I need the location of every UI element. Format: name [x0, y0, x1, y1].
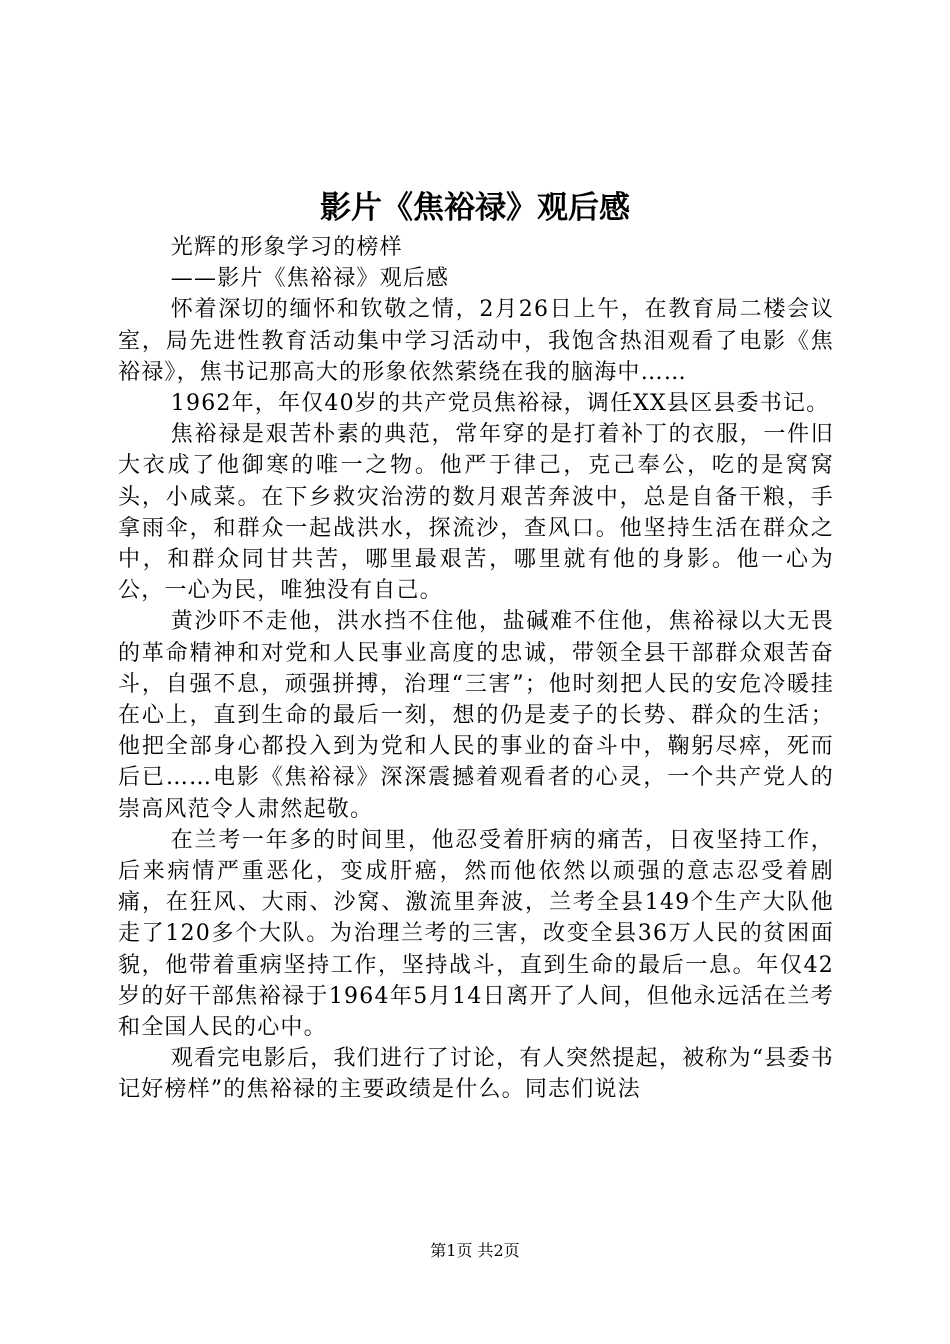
paragraph: 观看完电影后，我们进行了讨论，有人突然提起，被称为“县委书记好榜样”的焦裕禄的主要政绩是什么。同志们说法	[118, 1046, 834, 1103]
paragraph: 在兰考一年多的时间里，他忍受着肝病的痛苦，日夜坚持工作，后来病情严重恶化，变成肝癌，然而他依然以顽强的意志忍受着剧痛，在狂风、大雨、沙窝、激流里奔波，兰考全县149个生产大队他走了120多个大队。为治理兰考的三害，改变全县36万人民的贫困面貌，他带着重病坚持工作，坚持战斗，直到生命的最后一息。年仅42岁的好干部焦裕禄于1964年5月14日离开了人间，但他永远活在兰考和全国人民的心中。	[118, 827, 834, 1041]
paragraph: 焦裕禄是艰苦朴素的典范，常年穿的是打着补丁的衣服，一件旧大衣成了他御寒的唯一之物。他严于律己，克己奉公，吃的是窝窝头，小咸菜。在下乡救灾治涝的数月艰苦奔波中，总是自备干粮，手拿雨伞，和群众一起战洪水，探流沙，查风口。他坚持生活在群众之中，和群众同甘共苦，哪里最艰苦，哪里就有他的身影。他一心为公，一心为民，唯独没有自己。	[118, 422, 834, 604]
paragraph: 黄沙吓不走他，洪水挡不住他，盐碱难不住他，焦裕禄以大无畏的革命精神和对党和人民事业高度的忠诚，带领全县干部群众艰苦奋斗，自强不息，顽强拼搏，治理“三害”；他时刻把人民的安危冷暖挂在心上，直到生命的最后一刻，想的仍是麦子的长势、群众的生活；他把全部身心都投入到为党和人民的事业的奋斗中，鞠躬尽瘁，死而后已……电影《焦裕禄》深深震撼着观看者的心灵，一个共产党人的崇高风范令人肃然起敬。	[118, 609, 834, 822]
subtitle-dash-line: ——影片《焦裕禄》观后感	[170, 266, 450, 292]
document-title: 影片《焦裕禄》观后感	[320, 190, 630, 226]
paragraph: 怀着深切的缅怀和钦敬之情，2月26日上午，在教育局二楼会议室，局先进性教育活动集中学习活动中，我饱含热泪观看了电影《焦裕禄》，焦书记那高大的形象依然萦绕在我的脑海中……	[118, 297, 834, 385]
paragraph: 1962年，年仅40岁的共产党员焦裕禄，调任XX县区县委书记。	[170, 391, 830, 417]
subtitle-line: 光辉的形象学习的榜样	[170, 235, 403, 260]
page-footer: 第1页 共2页	[430, 1241, 520, 1260]
document-body	[118, 232, 834, 1106]
